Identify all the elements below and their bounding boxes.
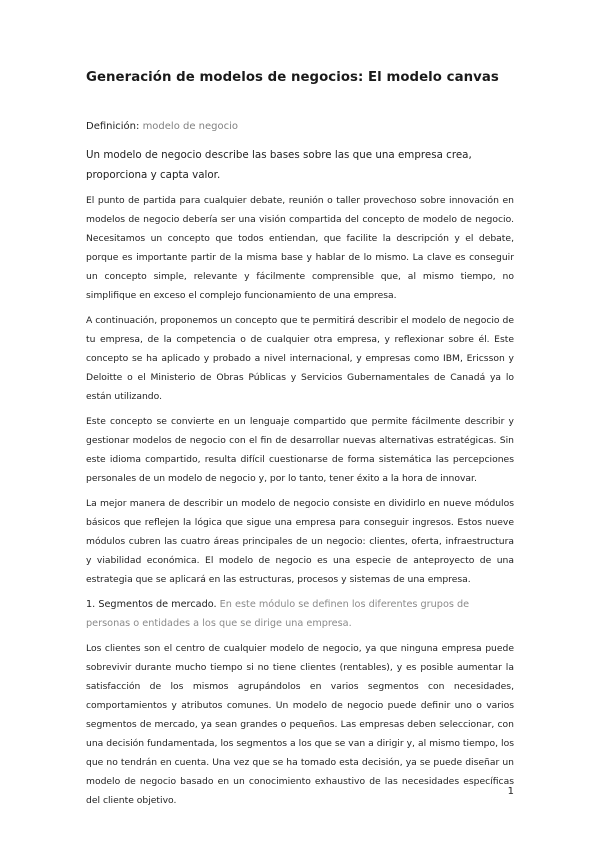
section-description: En este módulo se definen los diferentes grupos de personas o entidades a los que se dirige una empresa. [86,599,470,629]
section-paragraph: Los clientes son el centro de cualquier modelo de negocio, ya que ninguna empresa puede sobrevivir durante mucho tiempo si no tiene clientes (rentables), y es posible aumentar la satisfacción de los mismos agrupándolos en varios segmentos con necesidades, comportamientos y atributos comunes. Un modelo de negocio puede definir uno o varios segmentos de mercado, ya sean grandes o pequeños. Las empresas deben seleccionar, con una decisión fundamentada, los segmentos a los que se van a dirigir y, al mismo tiempo, los que no tendrán en cuenta. Una vez que se ha tomado esta decisión, ya se puede diseñar un modelo de negocio basado en un conocimiento exhaustivo de las necesidades específicas del cliente objetivo. [86,643,514,806]
paragraph-3: Este concepto se convierte en un lenguaje compartido que permite fácilmente describir y gestionar modelos de negocio con el fin de desarrollar nuevas alternativas estratégicas. Sin este idioma compartido, resulta difícil cuestionarse de forma sistemática las percepciones personales de un modelo de negocio y, por lo tanto, tener éxito a la hora de innovar. [86,416,514,484]
section-heading: 1. Segmentos de mercado. [86,599,217,610]
page-title: Generación de modelos de negocios: El modelo canvas [86,70,499,85]
definition-label: Definición: [86,121,140,132]
paragraph-2: A continuación, proponemos un concepto que te permitirá describir el modelo de negocio de tu empresa, de la competencia o de cualquier otra empresa, y reflexionar sobre él. Este concepto se ha aplicado y probado a nivel internacional, y empresas como IBM, Ericsson y Deloitte o el Ministerio de Obras Públicas y Servicios Gubernamentales de Canadá ya lo están utilizando. [86,315,514,402]
definition-term: modelo de negocio [142,121,239,132]
paragraph-1: El punto de partida para cualquier debate, reunión o taller provechoso sobre innovación en modelos de negocio debería ser una visión compartida del concepto de modelo de negocio. Necesitamos un concepto que todos entiendan, que facilite la descripción y el debate, porque es importante partir de la misma base y hablar de lo mismo. La clave es conseguir un concepto simple, relevante y fácilmente comprensible que, al mismo tiempo, no simplifique en exceso el complejo funcionamiento de una empresa. [86,195,514,301]
paragraph-4: La mejor manera de describir un modelo de negocio consiste en dividirlo en nueve módulos básicos que reflejen la lógica que sigue una empresa para conseguir ingresos. Estos nueve módulos cubren las cuatro áreas principales de un negocio: clientes, oferta, infraestructura y viabilidad económica. El modelo de negocio es una especie de anteproyecto de una estrategia que se aplicará en las estructuras, procesos y sistemas de una empresa. [86,498,514,585]
definition-line [86,121,514,132]
page-number: 1 [507,786,514,797]
lead-paragraph: Un modelo de negocio describe las bases sobre las que una empresa crea, proporciona y capta valor. [86,149,472,181]
section-heading-line [86,595,514,633]
